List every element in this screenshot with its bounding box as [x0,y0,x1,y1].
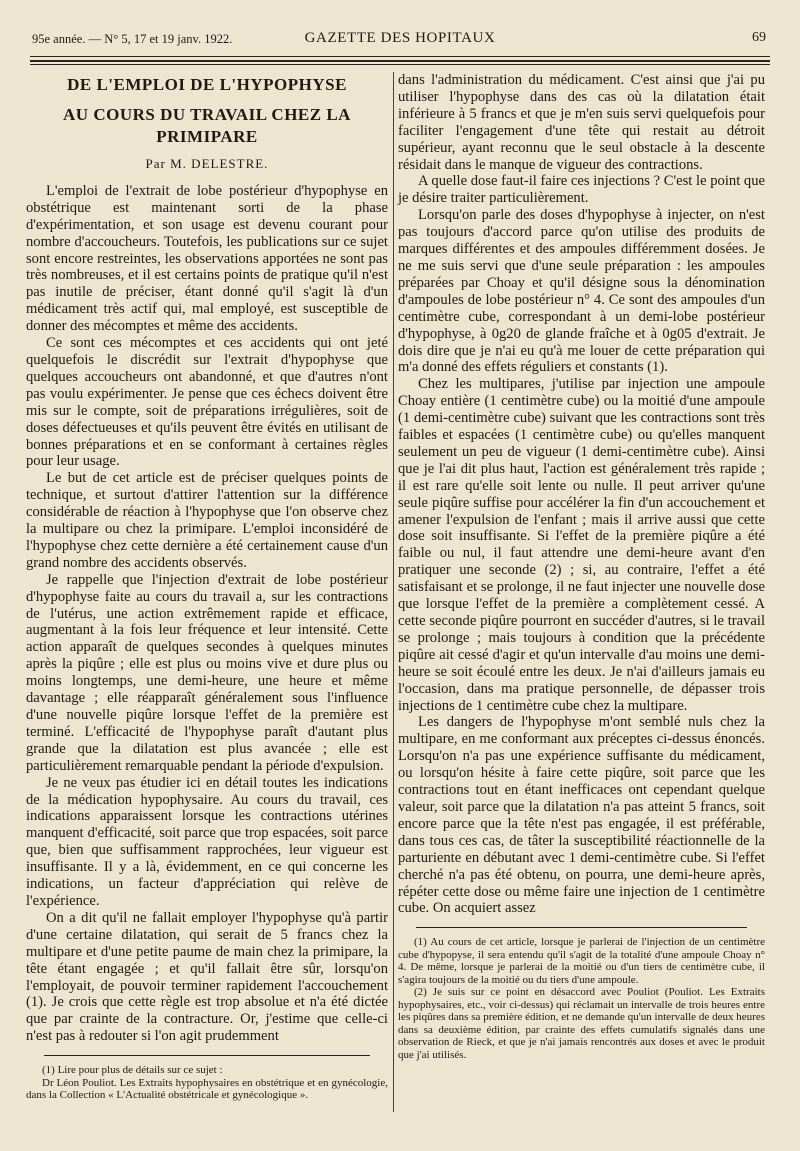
paragraph: Lorsqu'on parle des doses d'hypophyse à injecter, on n'est pas toujours d'accord parce qu'on utilise des produits de marques différentes et des ampoules différemment dosées. Je ne me suis servi que d'une seule préparation : les ampoules préparées par Choay et qu'il désigne sous la dénomination d'ampoules de lobe postérieur n° 4. Ce sont des ampoules d'un centimètre cube, correspondant à un demi-lobe postérieur d'hypophyse, à 0g20 de glande fraîche et à 0g05 d'extrait. Je dois dire que je n'ai eu qu'à me louer de cette préparation qui m'a donné des effets réguliers et constants (1). [398,207,765,376]
paragraph: Le but de cet article est de préciser quelques points de technique, et surtout d'attirer l'attention sur la différence considérable de réaction à l'hypophyse que l'on observe chez la multipare ou chez la primipare. L'emploi inconsidéré de l'hypophyse chez cette dernière a été certainement cause d'un grand nombre des accidents observés. [26,470,388,571]
article-byline: Par M. DELESTRE. [145,156,269,171]
paragraph: Je ne veux pas étudier ici en détail toutes les indications de la médication hypophysaire. Au cours du travail, ces indications apparaissent lorsque les contractions utérines manquent d'efficacité, soit parce que trop espacées, soit parce que, bien que suffisamment rapprochées, leur vigueur est insuffisante. Il y a là, évidemment, en ce qui concerne les indications, un facteur d'appréciation qui relève de l'expérience. [26,774,388,909]
footnote: (2) Je suis sur ce point en désaccord avec Pouliot (Pouliot. Les Extraits hypophysaires, etc., voir ci-dessus) qui réclamait un intervalle de trois heures entre les piqûres dans sa première édition, et ne demande qu'un intervalle de deux heures dans sa deuxième édition, par crainte des effets cumulatifs signalés dans une observation de Rieck, et que je n'ai jamais rencontrés aux doses et avec le produit que j'ai utilisés. [398,986,765,1061]
footnote: (1) Lire pour plus de détails sur ce sujet : [42,1064,223,1077]
paragraph: On a dit qu'il ne fallait employer l'hypophyse qu'à partir d'une certaine dilatation, qui serait de 5 francs chez la multipare et d'une petite paume de main chez la primipare, la tête étant engagée ; et qu'il fallait être sûr, lorsqu'on l'employait, de pouvoir terminer rapidement l'accouchement (1). Je crois que cette règle est trop absolue et n'a été dictée que par crainte de la contracture. Or, j'estime que celle-ci n'est pas à redouter si l'on agit prudemment [26,909,388,1045]
paragraph: dans l'administration du médicament. C'est ainsi que j'ai pu utiliser l'hypophyse dans des cas où la dilatation était inférieure à 5 francs et que je m'en suis servi quelquefois pour faciliter l'engagement d'une tête qui restait au détroit supérieur, ayant reconnu que le seul obstacle à la descente résidait dans le manque de vigueur des contractions. [398,72,765,173]
right-column [398,72,765,1061]
header-rule-top [30,56,770,57]
footnote-separator [416,927,746,928]
page-number: 69 [752,30,766,45]
header-rule-bottom [30,64,770,65]
paragraph: A quelle dose faut-il faire ces injections ? C'est le point que je désire traiter particulièrement. [398,173,765,207]
paragraph: Les dangers de l'hypophyse m'ont semblé nuls chez la multipare, en me conformant aux préceptes ci-dessus énoncés. Lorsqu'on n'a pas une expérience suffisante du médicament, ou lorsqu'on hésite à faire cette piqûre, soit parce que les contractions tout en étant inefficaces ont cependant quelque valeur, soit parce que la dilatation n'a pas atteint 5 francs, soit encore parce que la tête n'est pas engagée, il est préférable, dans tous ces cas, de tâter la susceptibilité réactionnelle de la parturiente en débutant avec 1 demi-centimètre cube. Si l'effet cherché n'a pas été obtenu, on pourra, une demi-heure après, répéter cette dose ou même faire une injection de 1 centimètre cube. On acquiert assez [398,714,765,917]
column-divider [393,72,394,1112]
issue-info: 95e année. — N° 5, 17 et 19 janv. 1922. [32,32,233,46]
header-rule-middle [30,60,770,62]
paragraph: L'emploi de l'extrait de lobe postérieur d'hypophyse en obstétrique est maintenant sorti de la phase d'expérimentation, et son usage est devenu courant pour nombre d'accoucheurs. Toutefois, les publications sur ce sujet sont encore restreintes, les observations apportées ne sont pas très nombreuses, et il est certains points de pratique qu'il n'est pas inutile de préciser, étant donné qu'il s'agit là d'un médicament très actif qui, mal employé, est susceptible de donner des mécomptes et même des accidents. [26,182,388,335]
article-title [26,74,388,148]
paragraph: Ce sont ces mécomptes et ces accidents qui ont jeté quelquefois le discrédit sur l'extrait d'hypophyse que quelques accoucheurs ont abandonné, et que d'autres n'ont pas voulu expérimenter. Je pense que ces échecs doivent être mis sur le compte, soit de préparations irrégulières, soit de doses défectueuses et qu'ils peuvent être évités en utilisant de bonnes préparations et en se conformant à certaines règles pour leur usage. [26,335,388,470]
paragraph: Chez les multipares, j'utilise par injection une ampoule Choay entière (1 centimètre cube) ou la moitié d'une ampoule (1 demi-centimètre cube) suivant que les contractions sont très faibles et espacées (1 centimètre cube) ou qu'elles manquent seulement un peu de vigueur (1 demi-centimètre cube). Ainsi que je l'ai dit plus haut, l'action est généralement très rapide ; il est rare qu'elle soit lente ou nulle. Il peut arriver qu'une seule piqûre suffise pour accélérer la fin d'un accouchement et amener l'expulsion de l'enfant ; mais il arrive aussi que cette dose soit insuffisante. Si l'effet de la première piqûre a été faible ou nul, il faut attendre une demi-heure avant d'en pratiquer une seconde (2) ; si, au contraire, l'effet a été satisfaisant et se prolonge, il ne faut injecter une nouvelle dose que lorsque l'effet de la première a complètement cessé. A cette seconde piqûre pourront en succéder d'autres, si le travail se prolonge ; mais toujours à condition que la précédente piqûre ait cessé d'agir et qu'un intervalle d'au moins une demi-heure se soit écoulé entre les deux. Je n'ai d'ailleurs jamais eu l'occasion, dans ma pratique personnelle, de dépasser trois injections de 1 centimètre cube chez la multipare. [398,376,765,714]
footnote: (1) Au cours de cet article, lorsque je parlerai de l'injection de un centimètre cube d'hypopyse, il sera entendu qu'il s'agit de la totalité d'une ampoule Choay n° 4. De même, lorsque je parlerai de la moitié ou d'un tiers de centimètre cube, il s'agira toujours de la moitié ou du tiers d'une ampoule. [398,936,765,986]
footnote: Dr Léon Pouliot. Les Extraits hypophysaires en obstétrique et en gynécologie, dans la Collection « L'Actualité obstétricale et gynécologique ». [26,1076,388,1102]
title-line-1: DE L'EMPLOI DE L'HYPOPHYSE [67,75,347,94]
paragraph: Je rappelle que l'injection d'extrait de lobe postérieur d'hypophyse faite au cours du travail a, sur les contractions de l'utérus, une action extrêmement rapide et efficace, augmentant à la fois leur fréquence et leur intensité. Cette action apparaît de quelques secondes à quelques minutes après la piqûre ; elle est plus ou moins vive et dure plus ou moins longtemps, une demi-heure, une heure et même davantage ; elle réapparaît généralement sous l'influence d'une nouvelle piqûre lorsque l'effet de la première est terminé. L'efficacité de l'hypophyse paraît d'autant plus grande que la dilatation est plus avancée ; elle est particulièrement remarquable pendant la période d'expulsion. [26,571,388,774]
footnote-separator [44,1055,370,1056]
left-column [26,72,388,1102]
journal-name: GAZETTE DES HOPITAUX [304,30,496,46]
page-header [30,24,770,48]
title-line-2: AU COURS DU TRAVAIL CHEZ LA PRIMIPARE [63,105,351,146]
